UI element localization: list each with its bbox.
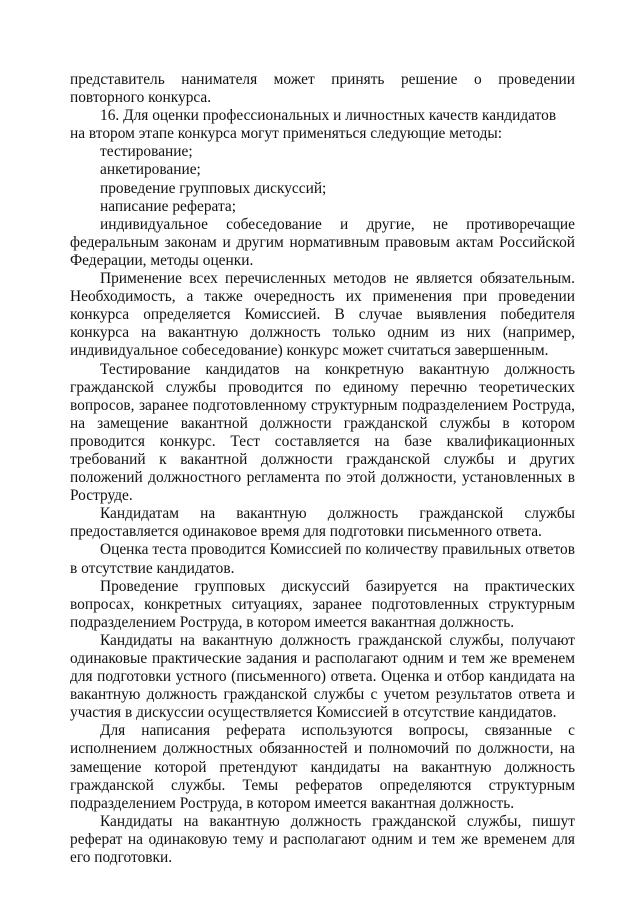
paragraph-testing: Тестирование кандидатов на конкретную вакантную должность гражданской службы проводится по единому перечню теоретических вопросов, заранее подготовленному структурным подразделением Роструда, на замещение вакантной должности гражданской службы в котором проводится конкурс. Тест составляется на базе квалификационных требований к вакантной должности гражданской службы и других положений должностного регламента по этой должности, установленных в Роструде.: [70, 360, 575, 505]
paragraph-item-16: 16. Для оценки профессиональных и личностных качеств кандидатов на втором этапе конкурса могут применяться следующие методы:: [70, 107, 557, 143]
paragraph-discussion-tasks: Кандидаты на вакантную должность гражданской службы, получают одинаковые практические задания и располагают одним и тем же временем для подготовки устного (письменного) ответа. Оценка и отбор кандидата на вакантную должность гражданской службы с учетом результатов ответа и участия в дискуссии осуществляется Комиссией в отсутствие кандидатов.: [70, 631, 575, 722]
paragraph-methods-optional: Применение всех перечисленных методов не является обязательным. Необходимость, а также очередность их применения при проведении конкурса определяется Комиссией. В случае выявления победителя конкурса на вакантную должность только одним из них (например, индивидуальное собеседование) конкурс может считаться завершенным.: [70, 270, 575, 360]
paragraph-essay-questions: Для написания реферата используются вопросы, связанные с исполнением должностных обязанностей и полномочий по должности, на замещение которой претендуют кандидаты на вакантную должность гражданской службы. Темы рефератов определяются структурным подразделением Роструда, в котором имеется вакантная должность.: [70, 722, 575, 812]
method-interview: индивидуальное собеседование и другие, не противоречащие федеральным законам и другим нормативным правовым актам Российской Федерации, методы оценки.: [70, 215, 575, 269]
method-testing: тестирование;: [100, 143, 193, 161]
paragraph-continuation: представитель нанимателя может принять решение о проведении повторного конкурса.: [70, 71, 575, 107]
method-essay: написание реферата;: [100, 197, 237, 215]
paragraph-essay-writing: Кандидаты на вакантную должность гражданской службы, пишут реферат на одинаковую тему и располагают одним и тем же временем для его подготовки.: [70, 812, 575, 867]
paragraph-equal-time: Кандидатам на вакантную должность гражданской службы предоставляется одинаковое время для подготовки письменного ответа.: [70, 505, 575, 541]
paragraph-group-discussions: Проведение групповых дискуссий базируется на практических вопросах, конкретных ситуациях, заранее подготовленных структурным подразделением Роструда, в котором имеется вакантная должность.: [70, 577, 575, 631]
method-questionnaire: анкетирование;: [100, 161, 201, 179]
document-body: [70, 71, 575, 867]
paragraph-test-evaluation: Оценка теста проводится Комиссией по количеству правильных ответов в отсутствие кандидатов.: [70, 541, 575, 577]
method-group-discussions: проведение групповых дискуссий;: [100, 179, 327, 197]
